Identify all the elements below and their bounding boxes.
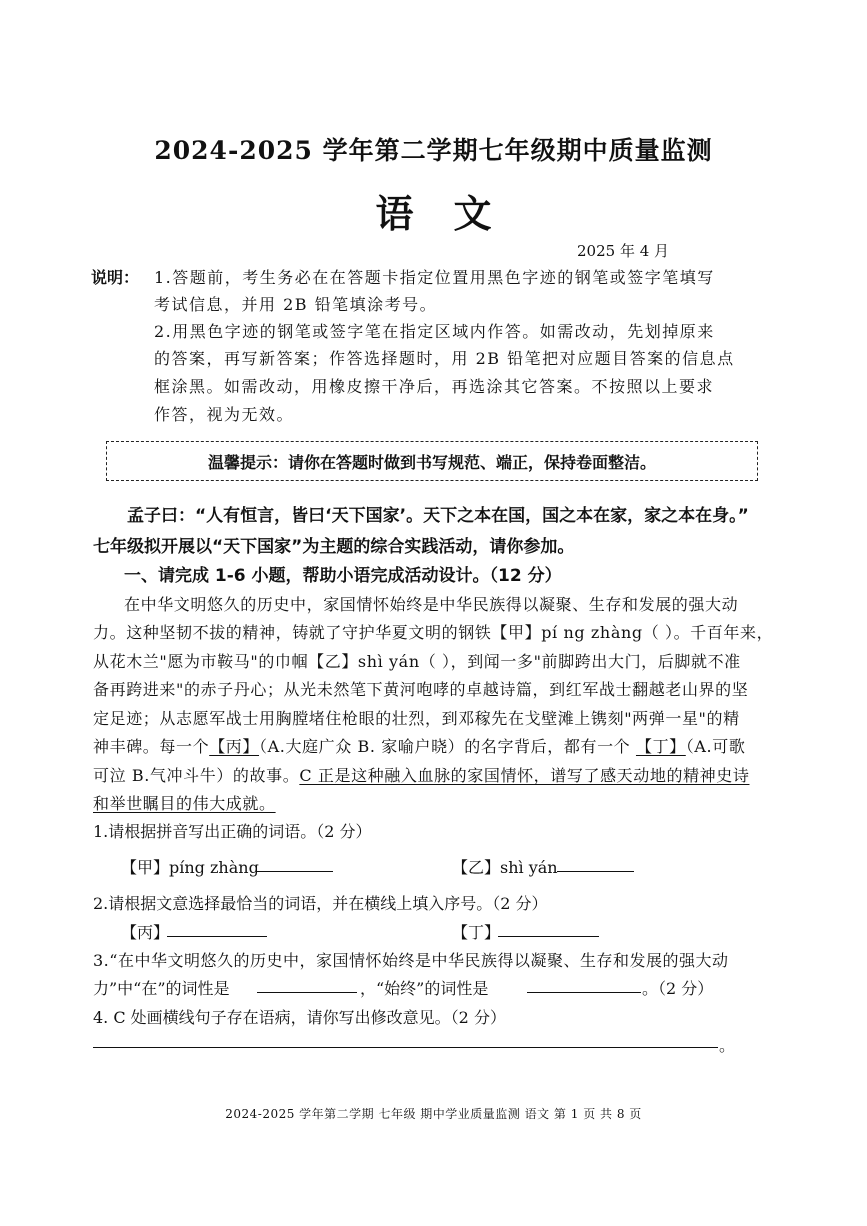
q2-bing-answer-line[interactable] (167, 936, 267, 937)
passage-text: （A.大庭广众 B. 家喻户晓）的名字背后，都有一个 (259, 737, 636, 756)
underlined-sentence-c-end: 和举世瞩目的伟大成就。 (93, 794, 276, 813)
exam-date: 2025 年 4 月 (577, 242, 670, 260)
q2-bing-label: 【丙】 (121, 923, 170, 942)
question-3-points: 。（2 分） (642, 979, 714, 998)
question-3: 3.“在中华文明悠久的历史中，家国情怀始终是中华民族得以凝聚、生存和发展的强大动 (93, 951, 729, 970)
question-3-prompt: 力”中“在”的词性是 (93, 979, 230, 998)
q2-ding-label: 【丁】 (452, 923, 501, 942)
page-footer: 2024-2025 学年第二学期 七年级 期中学业质量监测 语文 第 1 页 共 8 页 (225, 1107, 642, 1121)
instruction-line: 作答，视为无效。 (154, 405, 295, 424)
instructions-label: 说明： (91, 268, 140, 287)
passage-line: 从花木兰"愿为市鞍马"的巾帼【乙】shì yán（ ），到闻一多"前脚跨出大门，后脚就不准 (93, 652, 741, 671)
instruction-line: 1.答题前，考生务必在在答题卡指定位置用黑色字迹的钢笔或签字笔填写 (154, 268, 715, 287)
passage-line: 在中华文明悠久的历史中，家国情怀始终是中华民族得以凝聚、生存和发展的强大动 (124, 595, 739, 614)
blank-marker-bing: 【丙】 (209, 737, 260, 756)
instruction-line: 考试信息，并用 2B 铅笔填涂考号。 (154, 295, 438, 314)
reminder-text: 温馨提示：请你在答题时做到书写规范、端正，保持卷面整洁。 (207, 452, 656, 472)
underlined-sentence-c: C 正是这种融入血脉的家国情怀，谱写了感天动地的精神史诗 (299, 766, 750, 785)
q1-jia-label: 【甲】píng zhàng (121, 858, 259, 877)
blank-marker-ding: 【丁】 (635, 737, 686, 756)
passage-line: 力。这种坚韧不拔的精神，铸就了守护华夏文明的钢铁【甲】pí ng zhàng（ ）。千百年来， (93, 623, 774, 642)
passage-line (93, 763, 749, 786)
question-1: 1.请根据拼音写出正确的词语。（2 分） (93, 822, 372, 841)
instruction-line: 框涂黑。如需改动，用橡皮擦干净后，再选涂其它答案。不按照以上要求 (154, 377, 715, 396)
q1-yi-answer-line[interactable] (557, 871, 634, 872)
reminder-box (106, 441, 758, 481)
subject-title: 语文 (375, 191, 532, 236)
section-heading: 一、请完成 1-6 小题，帮助小语完成活动设计。（12 分） (124, 566, 562, 586)
q4-period: 。 (719, 1036, 736, 1055)
q3-zai-answer-line[interactable] (257, 992, 357, 993)
instruction-line: 2.用黑色字迹的钢笔或签字笔在指定区域内作答。如需改动，先划掉原来 (154, 322, 715, 341)
passage-text: （A.可歌 (685, 737, 746, 756)
q2-ding-answer-line[interactable] (498, 936, 599, 937)
q3-shizhong-answer-line[interactable] (527, 992, 641, 993)
intro-line: 七年级拟开展以“天下国家”为主题的综合实践活动，请你参加。 (93, 537, 575, 557)
question-3-prompt: ，“始终”的词性是 (360, 979, 489, 998)
passage-line: 定足迹；从志愿军战士用胸膛堵住枪眼的壮烈，到邓稼先在戈壁滩上镌刻"两弹一星"的精 (93, 709, 740, 728)
question-2: 2.请根据文意选择最恰当的词语，并在横线上填入序号。（2 分） (93, 894, 548, 913)
q4-answer-line[interactable] (93, 1047, 718, 1048)
question-4: 4. C 处画横线句子存在语病，请你写出修改意见。（2 分） (93, 1008, 506, 1027)
passage-line (93, 734, 745, 757)
q1-yi-label: 【乙】shì yán (452, 858, 558, 877)
passage-line: 备再跨进来"的赤子丹心；从光未然笔下黄河咆哮的卓越诗篇，到红军战士翻越老山界的坚 (93, 680, 749, 699)
q1-jia-answer-line[interactable] (257, 871, 333, 872)
passage-text: 神丰碑。每一个 (93, 737, 210, 756)
instruction-line: 的答案，再写新答案；作答选择题时，用 2B 铅笔把对应题目答案的信息点 (154, 349, 735, 368)
intro-line: 孟子曰：“人有恒言，皆曰‘天下国家’。天下之本在国，国之本在家，家之本在身。” (127, 506, 749, 526)
passage-text: 可泣 B.气冲斗牛）的故事。 (93, 766, 300, 785)
exam-title: 2024-2025 学年第二学期七年级期中质量监测 (154, 136, 713, 165)
